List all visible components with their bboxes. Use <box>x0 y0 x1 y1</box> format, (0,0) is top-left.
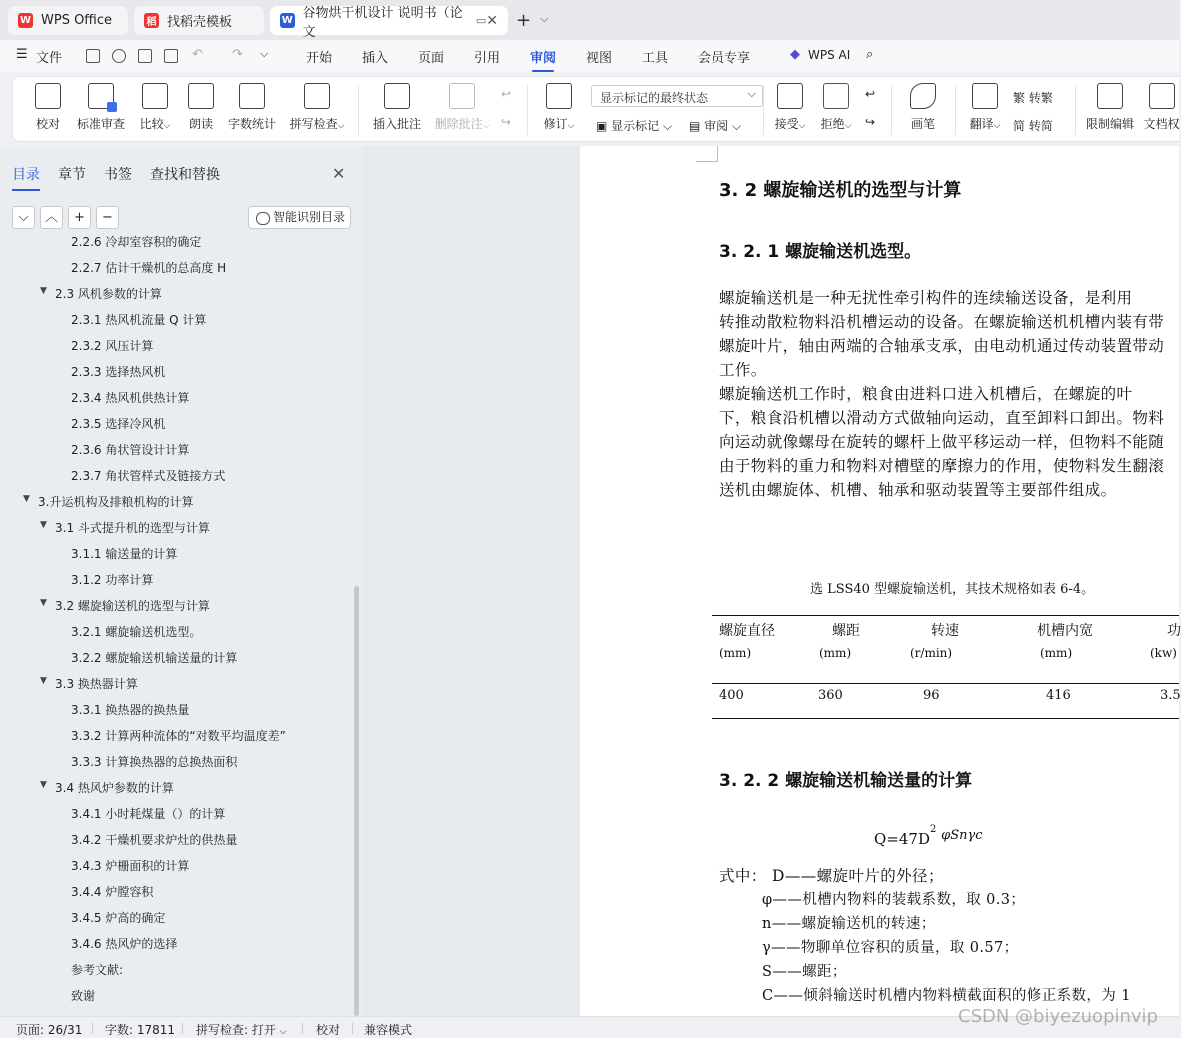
paragraph-line: 由于物料的重力和物料对槽壁的摩擦力的作用，使物料发生翻滚 <box>719 457 1165 475</box>
toc-item-label: 3.4.2 干燥机要求炉灶的供热量 <box>71 833 238 847</box>
compare-button[interactable]: 比较⌵ <box>135 83 175 132</box>
toc-item[interactable] <box>71 883 153 900</box>
toc-item[interactable] <box>71 441 189 458</box>
toc-item[interactable] <box>71 337 153 354</box>
toc-item[interactable] <box>71 701 189 718</box>
reject-button[interactable]: 拒绝⌵ <box>817 83 855 132</box>
status-spell-check[interactable] <box>196 1021 287 1038</box>
show-marks-label: 显示标记 <box>611 119 660 133</box>
tab-chapters[interactable]: 章节 <box>58 167 86 183</box>
toc-item[interactable] <box>23 493 194 510</box>
toc-item-label: 3.2.1 螺旋输送机选型。 <box>71 625 202 639</box>
tab-wps-office[interactable] <box>8 6 128 35</box>
read-aloud-label: 朗读 <box>188 117 213 131</box>
translate-icon <box>972 83 998 109</box>
tab-bookmarks[interactable]: 书签 <box>104 167 132 183</box>
to-simplified-label: 转简 <box>1028 119 1053 133</box>
toc-item-label: 3.1.2 功率计算 <box>71 573 154 587</box>
subsection-heading-2: 3. 2. 2 螺旋输送机输送量的计算 <box>719 771 973 791</box>
accept-icon <box>777 83 803 109</box>
toc-item[interactable] <box>71 389 189 406</box>
where-line: S——螺距； <box>762 964 847 980</box>
standard-review-button[interactable] <box>76 83 126 132</box>
status-divider <box>92 1023 93 1034</box>
formula <box>874 824 983 848</box>
tab-bar <box>0 0 1179 40</box>
docer-logo-icon: 稻 <box>144 13 159 28</box>
compare-label: 比较 <box>139 117 164 131</box>
compare-icon <box>142 83 168 109</box>
paragraph-line: 送机由螺旋体、机槽、轴承和驱动装置等主要部件组成。 <box>719 481 1117 499</box>
ribbon-divider <box>891 85 892 135</box>
tab-document[interactable] <box>270 5 508 40</box>
table-data-cell: 3.5 <box>1160 688 1181 703</box>
table-unit-cell: (mm) <box>1040 646 1073 660</box>
new-tab-icon[interactable]: + <box>516 10 532 31</box>
proof-icon <box>35 83 61 109</box>
toc-item[interactable] <box>71 727 286 744</box>
toc-item[interactable] <box>71 935 177 952</box>
review-pane-button[interactable]: ▤ 审阅 ⌵ <box>689 119 742 133</box>
toc-item-label: 3.3 换热器计算 <box>55 677 138 691</box>
where-line: φ——机槽内物料的装载系数，取 0.3； <box>762 892 1026 908</box>
status-divider <box>352 1023 353 1034</box>
toc-item-label: 2.3.2 风压计算 <box>71 339 154 353</box>
ribbon-divider <box>955 85 956 135</box>
toc-item-label: 3.1.1 输送量的计算 <box>71 547 178 561</box>
tab-template[interactable] <box>134 6 264 35</box>
menu-reference[interactable]: 引用 <box>474 51 501 66</box>
search-icon[interactable]: ⌕ <box>866 47 874 62</box>
translate-button[interactable]: 翻译⌵ <box>965 83 1005 132</box>
spell-chevron-icon: ⌵ <box>279 1027 287 1037</box>
table-mid-rule <box>712 683 1179 684</box>
where-line: C——倾斜输送时机槽内物料横截面积的修正系数，为 1 <box>762 988 1131 1004</box>
table-header-cell: 功 <box>1167 623 1181 639</box>
status-page[interactable]: 页面: 26/31 <box>16 1023 83 1037</box>
revise-label: 修订 <box>543 117 568 131</box>
toc-item[interactable] <box>71 415 165 432</box>
review-pane-label: 审阅 <box>704 119 729 133</box>
prev-change-icon[interactable]: ↩ <box>865 87 876 101</box>
toc-item-label: 3.升运机构及排粮机构的计算 <box>38 495 194 509</box>
where-line: n——螺旋输送机的转速； <box>762 916 936 932</box>
paragraph-line: 转推动散粒物料沿机槽运动的设备。在螺旋输送机机槽内装有带 <box>719 313 1165 331</box>
proof-button[interactable] <box>33 83 63 132</box>
table-header-cell: 机槽内宽 <box>1037 623 1093 639</box>
revise-button[interactable]: 修订⌵ <box>539 83 579 132</box>
close-tab-icon[interactable]: ✕ <box>486 12 498 29</box>
spell-check-icon <box>304 83 330 109</box>
table-header-cell: 螺旋直径 <box>719 623 775 639</box>
table-unit-cell: (kw) <box>1150 646 1177 660</box>
table-top-rule <box>712 615 1179 616</box>
toc-item-label: 3.2.2 螺旋输送机输送量的计算 <box>71 651 238 665</box>
subsection-heading-1: 3. 2. 1 螺旋输送机选型。 <box>719 242 922 262</box>
expand-up-icon[interactable]: ︿ <box>40 206 63 229</box>
menu-wps-ai[interactable]: WPS AI <box>808 48 851 62</box>
redo-icon[interactable]: ↷ <box>232 47 243 62</box>
formula-terms: φSnγc <box>941 828 983 843</box>
restrict-edit-button[interactable] <box>1085 83 1135 132</box>
pen-button[interactable] <box>903 83 943 132</box>
accept-label: 接受 <box>774 117 799 131</box>
ribbon-divider <box>358 85 359 135</box>
expand-arrow-icon[interactable]: ▼ <box>40 598 47 608</box>
where-line: γ——物聊单位容积的质量，取 0.57； <box>762 940 1019 956</box>
paragraph-line: 下，粮食沿机槽以滑动方式做轴向运动，直至卸料口卸出。物料 <box>719 409 1165 427</box>
undo-icon[interactable]: ↶ <box>192 47 203 62</box>
ribbon-divider <box>527 85 528 135</box>
table-caption: 选 LSS40 型螺旋输送机，其技术规格如表 6-4。 <box>810 582 1095 597</box>
menu-page[interactable]: 页面 <box>418 51 445 66</box>
toc-item[interactable] <box>71 857 189 874</box>
window-icon[interactable]: ▭ <box>475 14 487 27</box>
to-simplified-button[interactable]: 简 转简 <box>1013 119 1053 133</box>
paragraph-line: 螺旋输送机工作时，粮食由进料口进入机槽后，在螺旋的叶 <box>719 385 1133 403</box>
delete-comment-icon <box>449 83 475 109</box>
menu-tools[interactable]: 工具 <box>642 51 669 66</box>
word-count-label: 字数统计 <box>227 117 276 131</box>
save-icon[interactable] <box>86 49 100 63</box>
toc-item-label: 3.2 螺旋输送机的选型与计算 <box>55 599 210 613</box>
toc-item[interactable] <box>71 753 237 770</box>
toc-item-label: 3.3.2 计算两种流体的“对数平均温度差” <box>71 729 286 743</box>
insert-comment-icon <box>384 83 410 109</box>
status-proof[interactable]: 校对 <box>316 1023 341 1037</box>
toc-item-label: 3.3.1 换热器的换热量 <box>71 703 190 717</box>
menu-member[interactable]: 会员专享 <box>698 51 751 66</box>
menu-start[interactable]: 开始 <box>306 51 333 66</box>
expand-arrow-icon[interactable]: ▼ <box>23 494 30 504</box>
pen-label: 画笔 <box>910 117 935 131</box>
insert-comment-label: 插入批注 <box>372 117 421 131</box>
toc-item-label: 2.3.4 热风机供热计算 <box>71 391 190 405</box>
spell-check-label: 拼写检查 <box>289 117 338 131</box>
tab-document-label: 谷物烘干机设计 说明书（论文 <box>302 5 463 40</box>
toc-item-label: 3.4.6 热风炉的选择 <box>71 937 178 951</box>
table-unit-cell: (mm) <box>719 646 752 660</box>
pen-icon <box>910 83 936 109</box>
review-ribbon <box>12 76 1179 142</box>
next-comment-icon[interactable]: ↪ <box>501 115 512 129</box>
word-count-button[interactable] <box>227 83 277 132</box>
toc-item[interactable] <box>71 571 153 588</box>
toc-list <box>0 235 352 1016</box>
next-change-icon[interactable]: ↪ <box>865 115 876 129</box>
add-heading-icon[interactable]: + <box>68 206 91 229</box>
paragraph-line: 向运动就像螺母在旋转的螺杆上做平移运动一样，但物料不能随 <box>719 433 1165 451</box>
toc-item[interactable] <box>40 285 162 302</box>
toc-item[interactable] <box>71 909 165 926</box>
restrict-edit-label: 限制编辑 <box>1085 117 1134 131</box>
toc-item[interactable] <box>40 675 138 692</box>
close-pane-icon[interactable]: ✕ <box>332 164 346 183</box>
to-traditional-button[interactable]: 繁 转繁 <box>1013 91 1053 105</box>
remove-heading-icon[interactable]: − <box>96 206 119 229</box>
toc-item-label: 3.1 斗式提升机的选型与计算 <box>55 521 210 535</box>
toc-item-label: 3.3.3 计算换热器的总换热面积 <box>71 755 238 769</box>
doc-rights-icon <box>1149 83 1175 109</box>
display-state-select[interactable]: 显示标记的最终状态 ⌵ <box>591 85 763 107</box>
table-header-cell: 螺距 <box>832 623 860 639</box>
proof-label: 校对 <box>35 117 60 131</box>
doc-rights-label: 文档权 <box>1143 117 1180 131</box>
toc-item[interactable] <box>71 545 177 562</box>
read-aloud-icon <box>188 83 214 109</box>
table-unit-cell: (r/min) <box>910 646 953 660</box>
toc-item[interactable] <box>40 519 210 536</box>
share-icon[interactable] <box>112 49 126 63</box>
tab-toc[interactable]: 目录 <box>12 164 40 184</box>
status-compat: 兼容模式 <box>364 1023 413 1037</box>
prev-comment-icon[interactable]: ↩ <box>501 87 512 101</box>
toc-item[interactable] <box>71 831 237 848</box>
where-line: 式中： D——螺旋叶片的外径； <box>719 867 944 885</box>
collapse-down-icon[interactable]: ⌵ <box>12 206 35 229</box>
insert-comment-button[interactable] <box>371 83 423 132</box>
document-page[interactable] <box>580 146 1179 1016</box>
toc-item-label: 2.2.6 冷却室容积的确定 <box>71 235 202 249</box>
status-divider <box>182 1023 183 1034</box>
word-count-icon <box>239 83 265 109</box>
toc-item-label: 致谢 <box>71 989 96 1003</box>
status-spell-label: 拼写检查: 打开 <box>196 1023 276 1037</box>
status-words[interactable]: 字数: 17811 <box>105 1023 176 1037</box>
restrict-edit-icon <box>1097 83 1123 109</box>
tab-wps-label: WPS Office <box>41 13 113 28</box>
toc-item-label: 3.4.5 炉高的确定 <box>71 911 166 925</box>
table-data-cell: 96 <box>923 688 940 703</box>
table-header-cell: 转速 <box>931 623 959 639</box>
toc-item[interactable] <box>71 311 206 328</box>
toc-item[interactable] <box>71 233 201 250</box>
toc-item-label: 2.3.5 选择冷风机 <box>71 417 166 431</box>
ribbon-divider <box>763 85 764 135</box>
menu-bar <box>0 40 1179 72</box>
toc-item[interactable] <box>40 779 174 796</box>
hamburger-icon[interactable]: ☰ <box>16 47 28 62</box>
toc-item[interactable] <box>71 259 226 276</box>
toc-item-label: 2.3.3 选择热风机 <box>71 365 166 379</box>
tab-template-label: 找稻壳模板 <box>167 15 233 30</box>
toc-item-label: 2.3.1 热风机流量 Q 计算 <box>71 313 207 327</box>
toc-item-label: 参考文献: <box>71 963 124 977</box>
toc-item-label: 3.4.4 炉膛容积 <box>71 885 154 899</box>
toc-item[interactable] <box>71 363 165 380</box>
menu-file[interactable]: 文件 <box>36 51 63 66</box>
menu-insert[interactable]: 插入 <box>362 51 389 66</box>
toc-item-label: 2.3 风机参数的计算 <box>55 287 162 301</box>
toc-item-label: 3.4 热风炉参数的计算 <box>55 781 174 795</box>
section-heading: 3. 2 螺旋输送机的选型与计算 <box>719 180 962 201</box>
toc-item[interactable] <box>71 805 225 822</box>
toc-item-label: 3.4.3 炉栅面积的计算 <box>71 859 190 873</box>
page-corner-mark <box>696 146 718 162</box>
doc-rights-button[interactable] <box>1143 83 1180 132</box>
standard-review-icon <box>88 83 114 109</box>
quick-access-chevron-icon[interactable]: ⌵ <box>260 47 269 60</box>
table-bottom-rule <box>712 718 1179 719</box>
revise-icon <box>546 83 572 109</box>
toc-item[interactable] <box>71 961 123 978</box>
toc-item-label: 2.3.7 角状管样式及链接方式 <box>71 469 226 483</box>
expand-arrow-icon[interactable]: ▼ <box>40 286 47 296</box>
show-marks-button[interactable]: ▣ 显示标记 ⌵ <box>596 119 673 133</box>
formula-main: Q=47D <box>874 830 930 848</box>
toc-item[interactable] <box>71 649 237 666</box>
smart-toc-button[interactable]: 智能识别目录 <box>248 206 351 229</box>
paragraph-line: 螺旋输送机是一种无扰性牵引构件的连续输送设备，是利用 <box>719 289 1133 307</box>
toc-item[interactable] <box>71 623 201 640</box>
table-data-cell: 400 <box>719 688 744 703</box>
toc-scrollbar[interactable] <box>354 586 359 1016</box>
delete-comment-button[interactable]: 删除批注⌵ <box>431 83 493 132</box>
paragraph-line: 工作。 <box>719 361 767 379</box>
expand-arrow-icon[interactable]: ▼ <box>40 676 47 686</box>
reject-label: 拒绝 <box>820 117 845 131</box>
reject-icon <box>823 83 849 109</box>
wps-ai-icon[interactable]: ◆ <box>790 47 800 62</box>
toc-item[interactable] <box>40 597 210 614</box>
formula-exponent: 2 <box>929 824 937 835</box>
tab-find-replace[interactable]: 查找和替换 <box>150 167 220 183</box>
ribbon-divider <box>1075 85 1076 135</box>
toc-item-label: 2.3.6 角状管设计计算 <box>71 443 190 457</box>
wps-logo-icon: W <box>19 15 32 26</box>
standard-review-label: 标准审查 <box>76 117 125 131</box>
read-aloud-button[interactable] <box>186 83 216 132</box>
menu-view[interactable]: 视图 <box>586 51 613 66</box>
expand-arrow-icon[interactable]: ▼ <box>40 780 47 790</box>
table-unit-cell: (mm) <box>819 646 852 660</box>
table-data-cell: 416 <box>1046 688 1071 703</box>
accept-button[interactable]: 接受⌵ <box>771 83 809 132</box>
toc-item[interactable] <box>71 987 95 1004</box>
delete-comment-label: 删除批注 <box>434 117 483 131</box>
print-preview-icon[interactable] <box>164 49 178 63</box>
toc-item-label: 3.4.1 小时耗煤量（）的计算 <box>71 807 226 821</box>
paragraph-line: 螺旋叶片，轴由两端的合轴承支承，由电动机通过传动装置带动 <box>719 337 1165 355</box>
translate-label: 翻译 <box>969 117 994 131</box>
menu-review[interactable]: 审阅 <box>530 47 556 66</box>
navigation-pane <box>0 146 363 1016</box>
toc-item-label: 2.2.7 估计干燥机的总高度 H <box>71 261 227 275</box>
toc-item[interactable] <box>71 467 225 484</box>
to-traditional-label: 转繁 <box>1028 91 1053 105</box>
word-doc-icon: W <box>281 15 293 26</box>
expand-arrow-icon[interactable]: ▼ <box>40 520 47 530</box>
spell-check-button[interactable]: 拼写检查⌵ <box>288 83 346 132</box>
status-divider <box>302 1023 303 1034</box>
print-icon[interactable] <box>138 49 152 63</box>
watermark: CSDN @biyezuopinvip <box>958 1006 1158 1027</box>
tab-list-chevron-icon[interactable]: ⌵ <box>540 12 549 25</box>
table-data-cell: 360 <box>818 688 843 703</box>
